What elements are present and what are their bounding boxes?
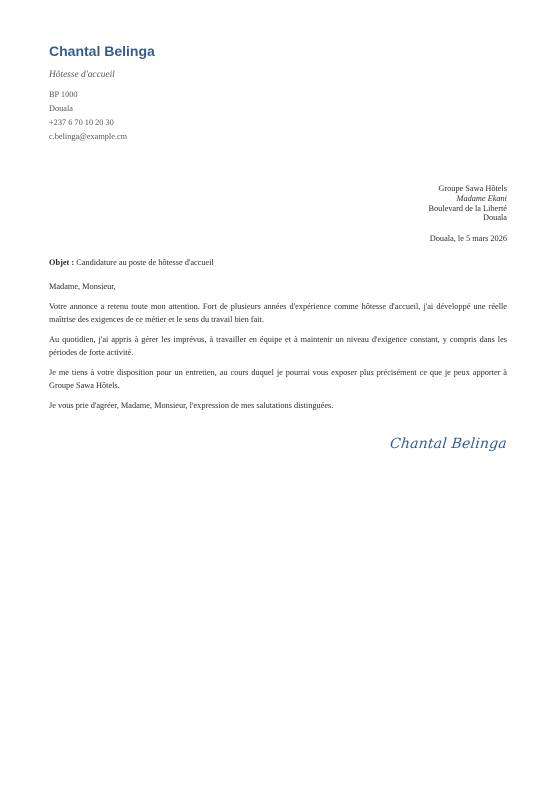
sender-block	[49, 42, 155, 144]
body-paragraph: Votre annonce a retenu toute mon attention. Fort de plusieurs années d'expérience comme hôtesse d'accueil, j'ai développé une réelle maîtrise des exigences de ce métier et le sens du travail bien fait.	[49, 302, 507, 324]
recipient-street: Boulevard de la Liberté	[428, 203, 507, 213]
recipient-block	[428, 184, 507, 223]
signature: Chantal Belinga	[389, 436, 508, 452]
subject-text: Candidature au poste de hôtesse d'accueil	[76, 258, 214, 267]
sender-job-title: Hôtesse d'accueil	[49, 70, 115, 80]
sender-address: BP 1000	[49, 90, 78, 99]
recipient-company: Groupe Sawa Hôtels	[438, 184, 507, 193]
subject-line	[49, 256, 507, 269]
recipient-contact: Madame Ekani	[456, 193, 507, 203]
letter-body	[49, 256, 507, 419]
recipient-city: Douala	[483, 213, 507, 223]
sender-contact-details	[49, 88, 155, 144]
closing-paragraph: Je vous prie d'agréer, Madame, Monsieur, l'expression de mes salutations distinguées.	[49, 401, 334, 410]
sender-email: c.belinga@example.cm	[49, 132, 128, 141]
subject-label: Objet :	[49, 258, 75, 267]
sender-city: Douala	[49, 104, 73, 113]
salutation: Madame, Monsieur,	[49, 282, 116, 291]
sender-name: Chantal Belinga	[49, 43, 155, 59]
body-paragraph: Je me tiens à votre disposition pour un entretien, au cours duquel je pourrai vous exposer plus précisément ce que je peux apporter à Groupe Sawa Hôtels.	[49, 368, 507, 390]
date-line: Douala, le 5 mars 2026	[429, 234, 507, 243]
body-paragraph: Au quotidien, j'ai appris à gérer les imprévus, à travailler en équipe et à maintenir un niveau d'exigence constant, y compris dans les périodes de forte activité.	[49, 335, 507, 357]
sender-phone: +237 6 70 10 20 30	[49, 118, 114, 127]
